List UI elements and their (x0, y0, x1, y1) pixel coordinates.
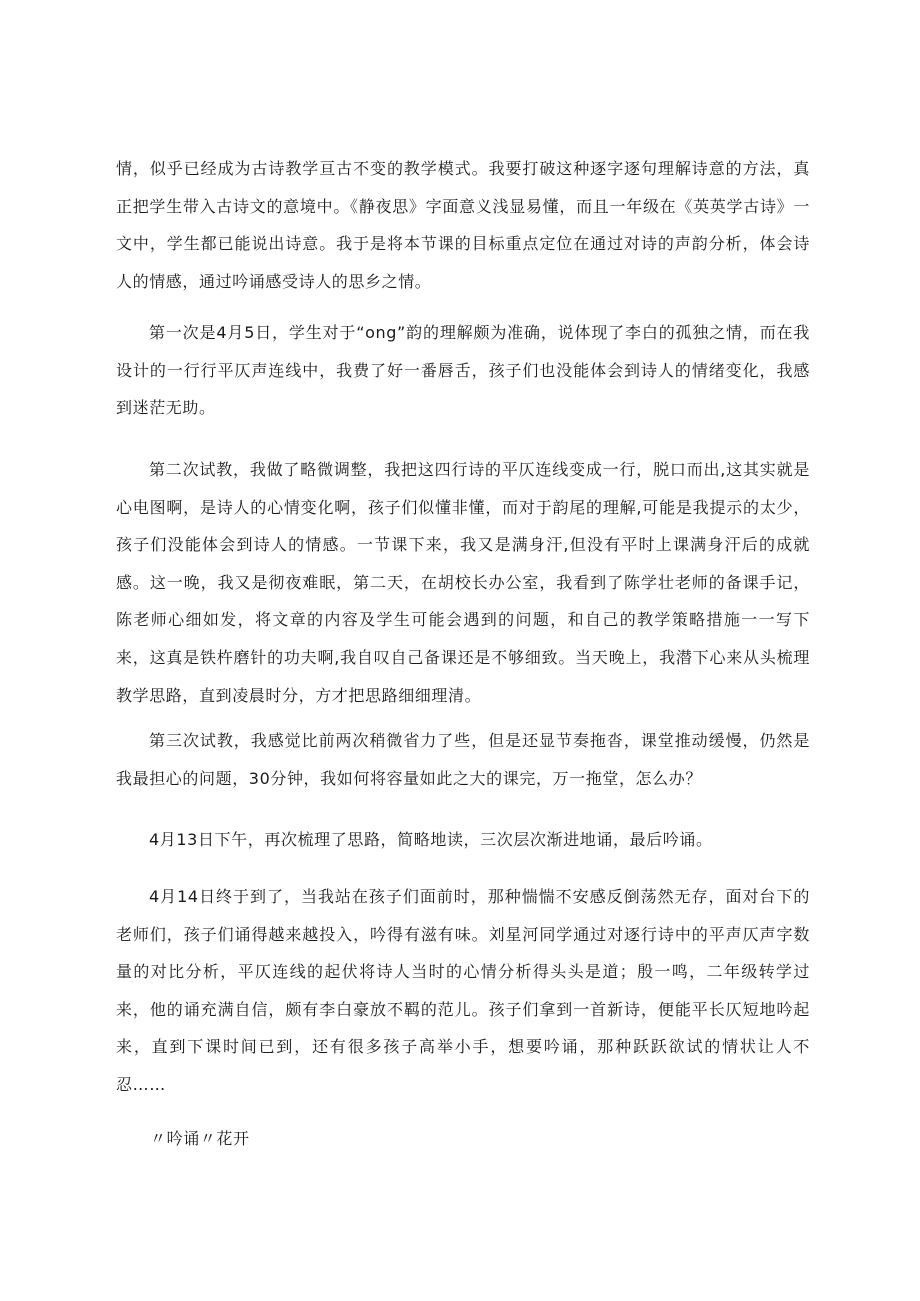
section-heading: 〃吟诵〃花开 (150, 1129, 250, 1148)
paragraph-5: 4月13日下午，再次梳理了思路，简略地读，三次层次渐进地诵，最后吟诵。 (149, 830, 713, 849)
paragraph-3: 第二次试教，我做了略微调整，我把这四行诗的平仄连线变成一行，脱口而出,这其实就是心电图啊，是诗人的心情变化啊，孩子们似懂非懂，而对于韵尾的理解,可能是我提示的太少，孩子们没能体会到诗人的情感。一节课下来，我又是满身汗,但没有平时上课满身汗后的成就感。这一晚，我又是彻夜难眠，第二天，在胡校长办公室，我看到了陈学壮老师的备课手记，陈老师心细如发，将文章的内容及学生可能会遇到的问题，和自己的教学策略措施一一写下来，这真是铁杵磨针的功夫啊,我自叹自己备课还是不够细致。当天晚上，我潜下心来从头梳理教学思路，直到凌晨时分，方才把思路细细理清。 (116, 460, 810, 705)
paragraph-2: 第一次是4月5日，学生对于“ong”韵的理解颇为准确，说体现了李白的孤独之情，而在我设计的一行行平仄声连线中，我费了好一番唇舌，孩子们也没能体会到诗人的情绪变化，我感到迷茫无助。 (116, 323, 810, 418)
paragraph-1: 情，似乎已经成为古诗教学亘古不变的教学模式。我要打破这种逐字逐句理解诗意的方法，真正把学生带入古诗文的意境中。《静夜思》字面意义浅显易懂，而且一年级在《英英学古诗》一文中，学生都已能说出诗意。我于是将本节课的目标重点定位在通过对诗的声韵分析，体会诗人的情感，通过吟诵感受诗人的思乡之情。 (116, 159, 810, 291)
paragraph-6: 4月14日终于到了，当我站在孩子们面前时，那种惴惴不安感反倒荡然无存，面对台下的老师们，孩子们诵得越来越投入，吟得有滋有味。刘星河同学通过对逐行诗中的平声仄声字数量的对比分析，平仄连线的起伏将诗人当时的心情分析得头头是道；殷一鸣，二年级转学过来，他的诵充满自信，颇有李白豪放不羁的范儿。孩子们拿到一首新诗，便能平长仄短地吟起来，直到下课时间已到，还有很多孩子高举小手，想要吟诵，那种跃跃欲试的情状让人不忍…… (116, 887, 810, 1094)
paragraph-4: 第三次试教，我感觉比前两次稍微省力了些，但是还显节奏拖沓，课堂推动缓慢，仍然是我最担心的问题，30分钟，我如何将容量如此之大的课完，万一拖堂，怎么办？ (116, 731, 810, 788)
